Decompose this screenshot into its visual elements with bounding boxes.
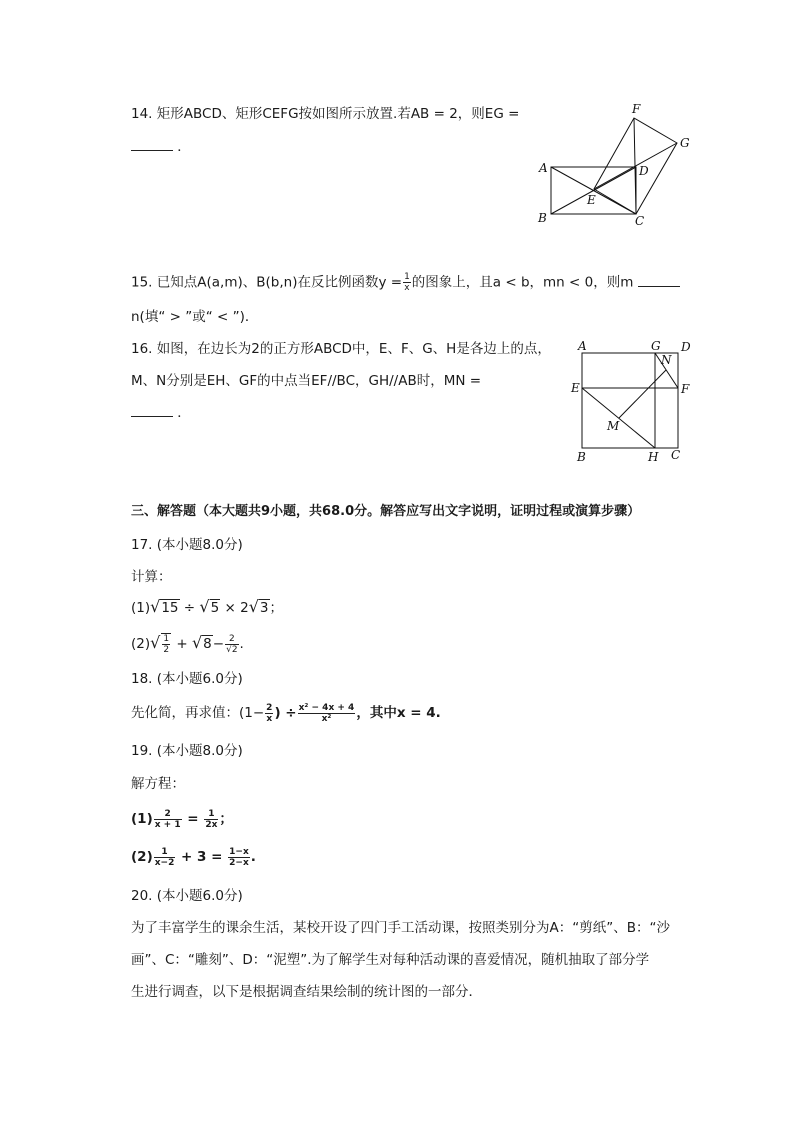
q14-line1: 14. 矩形ABCD、矩形CEFG按如图所示放置.若AB = 2，则EG = — [131, 106, 520, 122]
q20-line1: 为了丰富学生的课余生活，某校开设了四门手工活动课，按照类别分为A：“剪纸”、B：“沙 — [131, 920, 670, 936]
answer-blank — [638, 274, 680, 287]
q14-line2 — [131, 138, 191, 156]
q16-period: ． — [177, 405, 191, 421]
q15-line2: n(填“ > ”或“ < ”)． — [131, 309, 259, 325]
fig14-label-F: F — [632, 102, 641, 116]
q15-fraction: $\frac{1}{x}$ — [404, 272, 410, 293]
fig16-label-M: M — [607, 419, 620, 433]
fig16-label-E: E — [571, 381, 580, 395]
section3-heading: 三、解答题（本大题共9小题，共68.0分。解答应写出文字说明，证明过程或演算步骤） — [131, 504, 641, 519]
fig14-label-C: C — [635, 214, 645, 228]
q19-instruction: 解方程： — [131, 776, 185, 792]
q17-header: 17. (本小题8.0分) — [131, 537, 243, 553]
q15-line1 — [131, 272, 680, 293]
q20-line3: 生进行调查，以下是根据调查结果绘制的统计图的一部分． — [131, 984, 482, 1000]
q15-text-a: 15. 已知点A(a,m)、B(b,n)在反比例函数y = — [131, 274, 403, 291]
fig16-label-C: C — [671, 448, 681, 462]
q18-expression: 先化简，再求值：(1− $\frac{2}{x}$ ) ÷ $\frac{\text{x² − 4x + 4}}{\text{x²}}$ ，其中x = 4. — [131, 702, 441, 724]
answer-blank — [131, 138, 173, 151]
q19-equation1: (1) $\frac{2}{x + 1}$ = $\frac{1}{2x}$ ； — [131, 808, 233, 830]
fig14-label-B: B — [538, 211, 547, 225]
q16-line2: M、N分别是EH、GF的中点当EF//BC，GH//AB时，MN = — [131, 373, 482, 389]
fig14-label-G: G — [680, 136, 690, 150]
fig16-label-N: N — [661, 353, 672, 367]
fig16-label-H: H — [648, 450, 659, 464]
fig16-label-G: G — [651, 339, 661, 353]
fig14-label-E: E — [587, 193, 596, 207]
q20-line2: 画”、C：“雕刻”、D：“泥塑”.为了解学生对每种活动课的喜爱情况，随机抽取了部分学 — [131, 952, 650, 968]
fig14-label-A: A — [539, 161, 548, 175]
q16-line1: 16. 如图，在边长为2的正方形ABCD中，E、F、G、H是各边上的点， — [131, 341, 551, 357]
fig16-label-B: B — [577, 450, 586, 464]
q14-period: ． — [177, 139, 191, 155]
answer-blank — [131, 404, 173, 417]
q20-header: 20. (本小题6.0分) — [131, 888, 243, 904]
q17-part1: (1)√15 ÷ √5 × 2√3； — [131, 597, 283, 616]
q17-instruction: 计算： — [131, 569, 172, 585]
q17-part2: (2)√ $\frac{1}{2}$ + √8− $\frac{2}{√2}$ . — [131, 633, 244, 655]
q14-figure — [530, 100, 700, 230]
q16-figure — [568, 338, 698, 466]
q19-header: 19. (本小题8.0分) — [131, 743, 243, 759]
fig16-label-F: F — [681, 382, 690, 396]
fig16-label-D: D — [681, 340, 691, 354]
q16-line3 — [131, 404, 191, 422]
q19-equation2: (2) $\frac{1}{x-2}$ + 3 = $\frac{1-x}{2-x}$ . — [131, 846, 256, 868]
q18-header: 18. (本小题6.0分) — [131, 671, 243, 687]
fig16-label-A: A — [578, 339, 587, 353]
q15-text-b: 的图象上，且a < b，mn < 0，则m — [411, 274, 634, 291]
fig14-label-D: D — [639, 164, 649, 178]
